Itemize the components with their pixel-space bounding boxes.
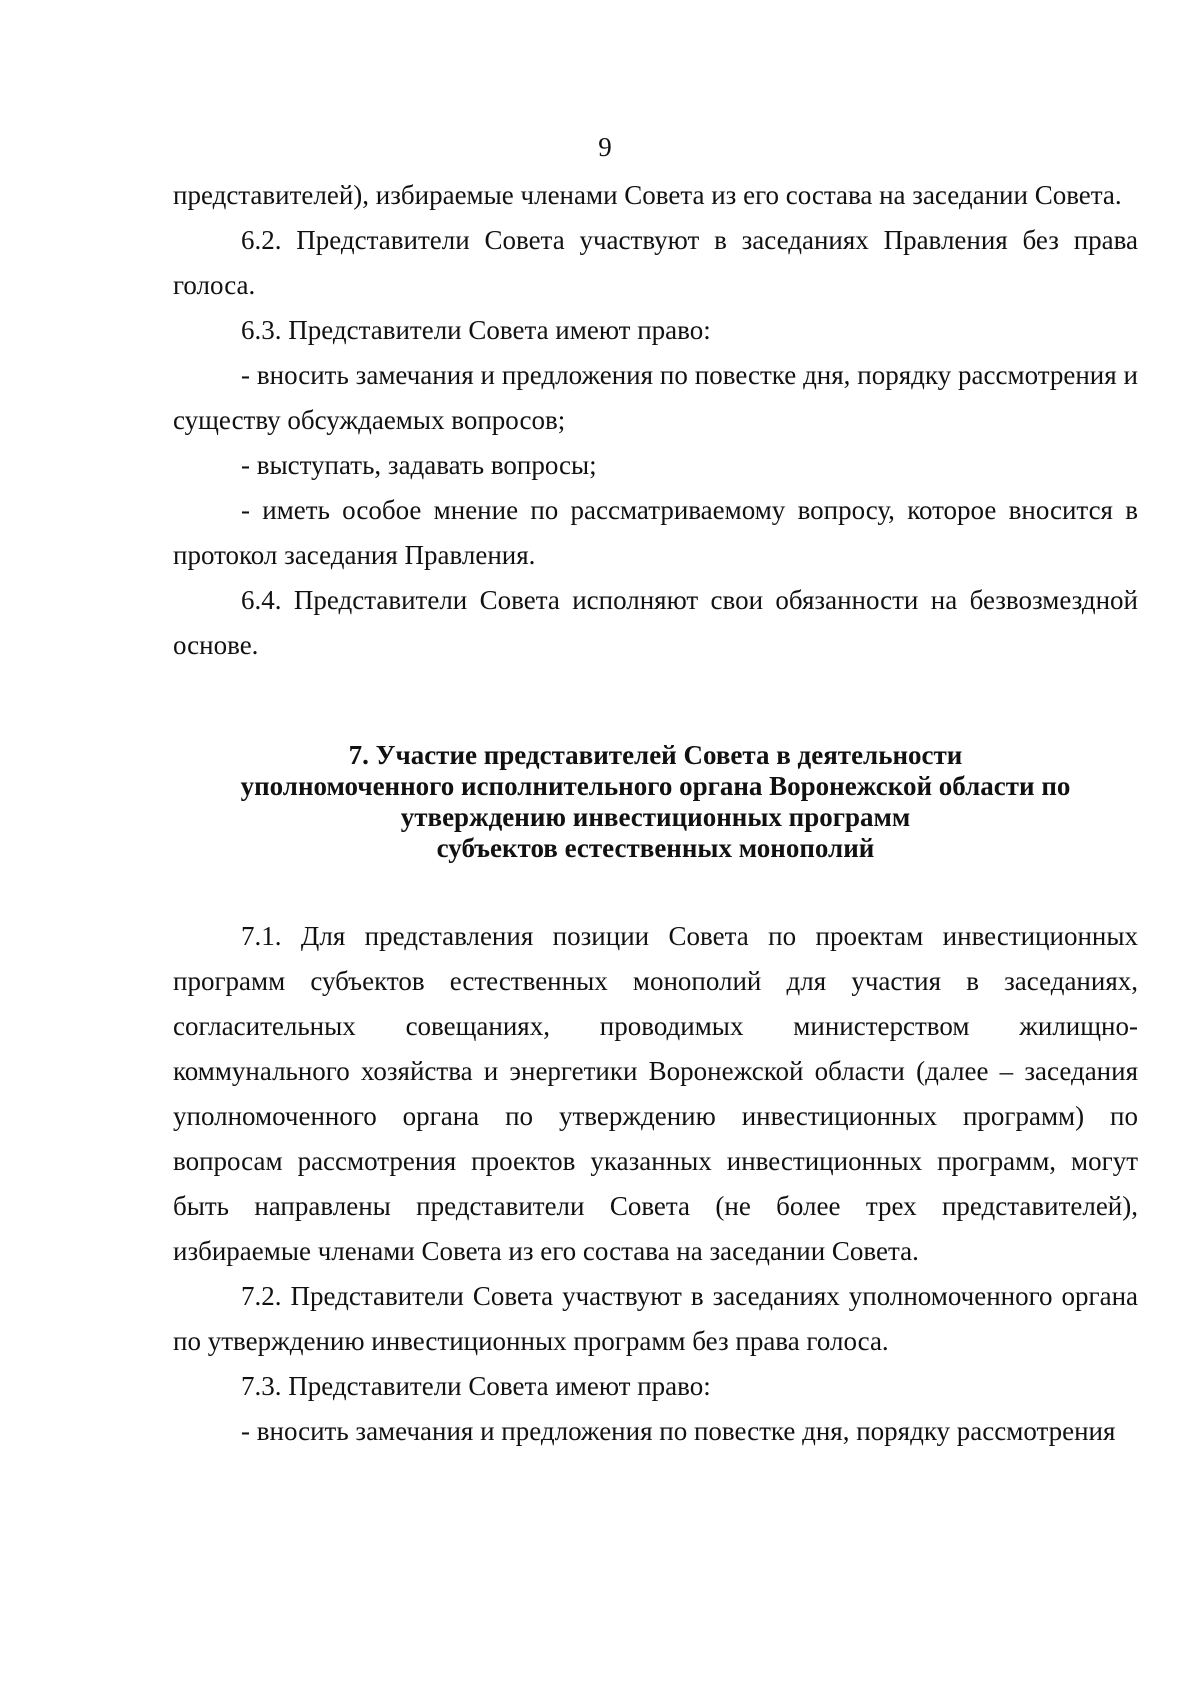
paragraph-7-1: 7.1. Для представления позиции Совета по проектам инвестиционных программ субъектов естественных монополий для участия в заседаниях, согласительных совещаниях, проводимых министерством жилищно-коммунального хозяйства и энергетики Воронежской области (далее – заседания уполномоченного органа по утверждению инвестиционных программ) по вопросам рассмотрения проектов указанных инвестиционных программ, могут быть направлены представители Совета (не более трех представителей), избираемые членами Совета из его состава на заседании Совета.: [173, 921, 1138, 1266]
section-7-heading-line: утверждению инвестиционных программ: [400, 802, 911, 832]
section-7-heading-line: 7. Участие представителей Совета в деятельности: [348, 740, 963, 770]
paragraph-6-3: 6.3. Представители Совета имеют право:: [241, 315, 711, 345]
list-item-7-3-remarks: - вносить замечания и предложения по повестке дня, порядку рассмотрения: [241, 1416, 1116, 1446]
paragraph-7-3: 7.3. Представители Совета имеют право:: [241, 1371, 711, 1401]
paragraph-6-2: 6.2. Представители Совета участвуют в заседаниях Правления без права голоса.: [173, 225, 1138, 300]
paragraph-7-2: 7.2. Представители Совета участвуют в заседаниях уполномоченного органа по утверждению инвестиционных программ без права голоса.: [173, 1281, 1138, 1356]
list-item-6-3-opinion: - иметь особое мнение по рассматриваемому вопросу, которое вносится в протокол заседания Правления.: [173, 495, 1138, 570]
paragraph-6-1-continuation: представителей), избираемые членами Совета из его состава на заседании Совета.: [173, 180, 1122, 210]
paragraph-6-4: 6.4. Представители Совета исполняют свои обязанности на безвозмездной основе.: [173, 585, 1138, 660]
section-7-heading-line: уполномоченного исполнительного органа Воронежской области по: [240, 771, 1071, 801]
document-body: [173, 173, 1138, 1454]
section-7-heading-line: субъектов естественных монополий: [436, 833, 875, 863]
page-number: 9: [598, 132, 612, 162]
section-7-heading: [173, 740, 1138, 864]
list-item-6-3-remarks: - вносить замечания и предложения по повестке дня, порядку рассмотрения и существу обсуждаемых вопросов;: [173, 360, 1138, 435]
list-item-6-3-speak: - выступать, задавать вопросы;: [241, 450, 597, 480]
